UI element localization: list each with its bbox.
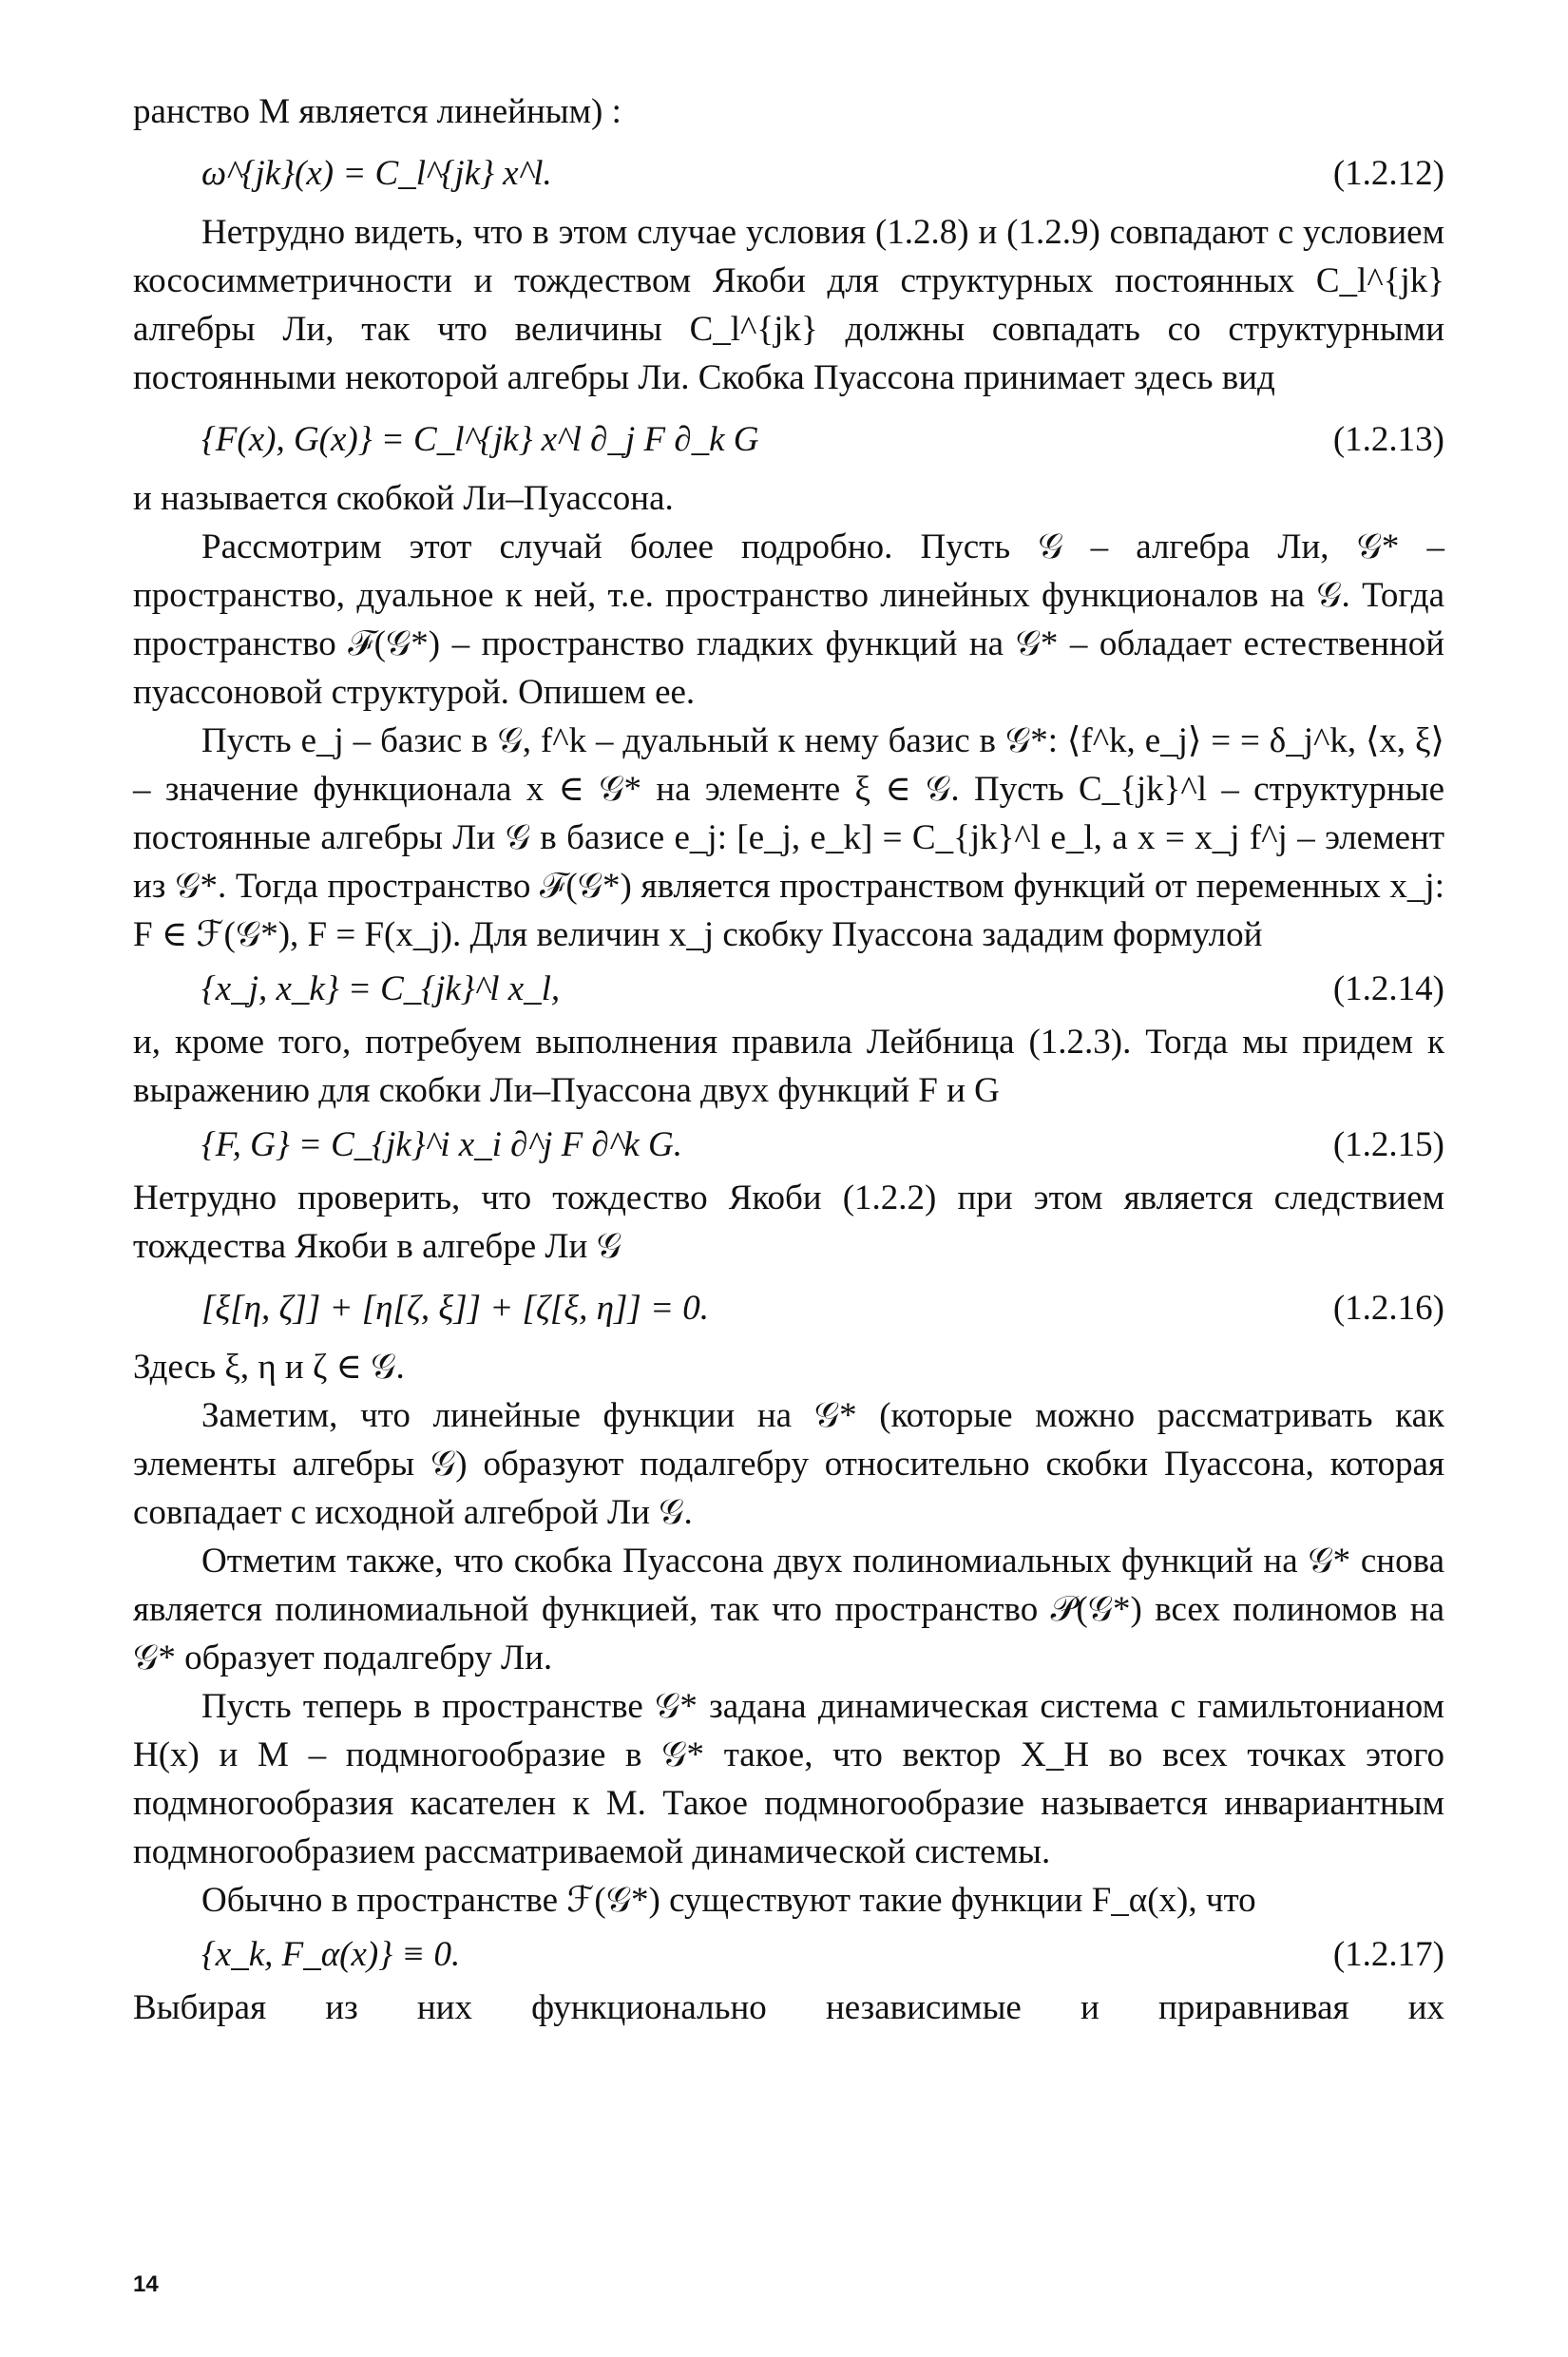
paragraph: Отметим также, что скобка Пуассона двух полиномиальных функций на 𝒢* снова является полиномиальной функцией, так что пространство 𝒫(𝒢*) всех полиномов на 𝒢* образует подалгебру Ли. [133,1542,1444,1677]
equation-number: (1.2.14) [1332,969,1444,1008]
equation-expression: ω^{jk}(x) = C_l^{jk} x^l. [201,154,552,193]
paragraph-continues: Выбирая из них функционально независимые и приравнивая их [133,1988,1444,2027]
equation-1-2-15 [133,1115,1444,1174]
equation-expression: {x_j, x_k} = C_{jk}^l x_l, [201,969,561,1008]
paragraph: Пусть e_j – базис в 𝒢, f^k – дуальный к нему базис в 𝒢*: ⟨f^k, e_j⟩ = = δ_j^k, ⟨x, ξ⟩ – значение функционала x ∈ 𝒢* на элементе ξ ∈ 𝒢. Пусть C_{jk}^l – структурные постоянные алгебры Ли 𝒢 в базисе e_j: [e_j, e_k] = C_{jk}^l e_l, а x = x_j f^j – элемент из 𝒢*. Тогда пространство ℱ(𝒢*) является пространством функций от переменных x_j: F ∈ ℱ(𝒢*), F = F(x_j). Для величин x_j скобку Пуассона зададим формулой [133,721,1444,954]
equation-number: (1.2.12) [1332,154,1444,193]
paragraph: и, кроме того, потребуем выполнения правила Лейбница (1.2.3). Тогда мы придем к выражению для скобки Ли–Пуассона двух функций F и G [133,1023,1444,1110]
page-number: 14 [133,2271,159,2297]
equation-1-2-17 [133,1925,1444,1983]
page-body [133,87,1444,2032]
equation-number: (1.2.16) [1332,1289,1444,1328]
equation-1-2-16 [133,1271,1444,1343]
paragraph: и называется скобкой Ли–Пуассона. [133,479,674,518]
paragraph: Заметим, что линейные функции на 𝒢* (которые можно рассматривать как элементы алгебры 𝒢) образуют подалгебру относительно скобки Пуассона, которая совпадает с исходной алгеброй Ли 𝒢. [133,1396,1444,1532]
equation-expression: [ξ[η, ζ]] + [η[ζ, ξ]] + [ζ[ξ, η]] = 0. [201,1289,709,1328]
equation-expression: {F, G} = C_{jk}^i x_i ∂^j F ∂^k G. [201,1125,682,1164]
equation-1-2-12 [133,136,1444,208]
paragraph: Нетрудно видеть, что в этом случае условия (1.2.8) и (1.2.9) совпадают с условием кососимметричности и тождеством Якоби для структурных постоянных C_l^{jk} алгебры Ли, так что величины C_l^{jk} должны совпадать со структурными постоянными некоторой алгебры Ли. Скобка Пуассона принимает здесь вид [133,213,1444,397]
equation-1-2-13 [133,402,1444,474]
paragraph: Рассмотрим этот случай более подробно. Пусть 𝒢 – алгебра Ли, 𝒢* – пространство, дуальное к ней, т.е. пространство линейных функционалов на 𝒢. Тогда пространство ℱ(𝒢*) – пространство гладких функций на 𝒢* – обладает естественной пуассоновой структурой. Опишем ее. [133,527,1444,712]
paragraph: Обычно в пространстве ℱ(𝒢*) существуют такие функции F_α(x), что [201,1881,1256,1920]
paragraph: Нетрудно проверить, что тождество Якоби (1.2.2) при этом является следствием тождества Якоби в алгебре Ли 𝒢 [133,1178,1444,1266]
paragraph: Пусть теперь в пространстве 𝒢* задана динамическая система с гамильтонианом H(x) и M – подмногообразие в 𝒢* такое, что вектор X_H во всех точках этого подмногообразия касателен к M. Такое подмногообразие называется инвариантным подмногообразием рассматриваемой динамической системы. [133,1687,1444,1871]
equation-1-2-14 [133,959,1444,1018]
paragraph: Здесь ξ, η и ζ ∈ 𝒢. [133,1348,405,1387]
equation-expression: {F(x), G(x)} = C_l^{jk} x^l ∂_j F ∂_k G [201,420,759,459]
equation-expression: {x_k, F_α(x)} ≡ 0. [201,1935,461,1974]
line-intro: ранство M является линейным) : [133,92,621,131]
equation-number: (1.2.17) [1332,1935,1444,1974]
equation-number: (1.2.15) [1332,1125,1444,1164]
equation-number: (1.2.13) [1332,420,1444,459]
